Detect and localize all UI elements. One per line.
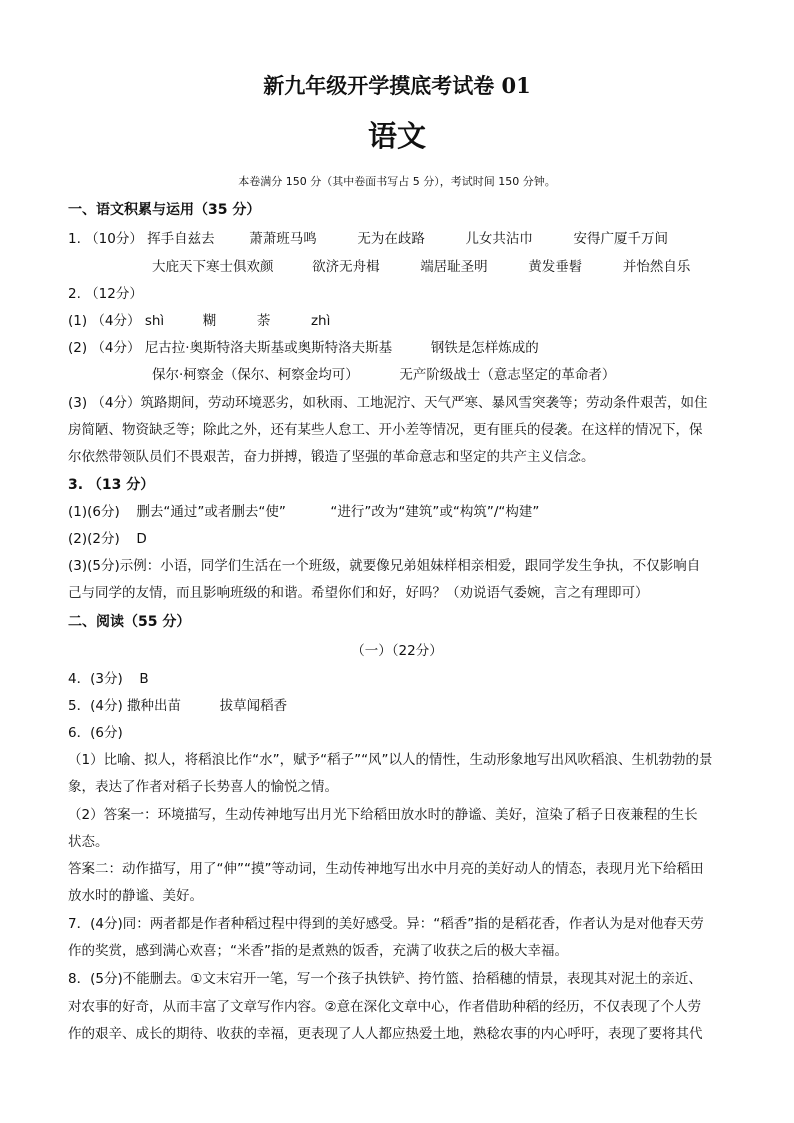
q6-line: 答案二：动作描写，用了“伸”“摸”等动词，生动传神地写出水中月亮的美好动人的情态，表现月光下给稻田: [68, 861, 704, 877]
q2-part1-answer: 糊: [202, 313, 217, 329]
q3-part3-line: 己与同学的友情，而且影响班级的和谐。希望你们和好，好吗？（劝说语气委婉，言之有理即可）: [68, 585, 649, 601]
q2-part1-answer: 荼: [256, 313, 271, 329]
q8-line: 作的艰辛、成长的期待、收获的幸福，更表现了人人都应热爱土地，熟稔农事的内心呼吁，表现了要将其代: [68, 1026, 703, 1042]
exam-note: 本卷满分 150 分（其中卷面书写占 5 分），考试时间 150 分钟。: [238, 175, 556, 188]
q5: [68, 696, 287, 716]
q2-part2-answer: 无产阶级战士（意志坚定的革命者）: [399, 367, 616, 383]
q1-answer: 无为在歧路: [357, 231, 425, 247]
q2-part2-line1: [68, 338, 539, 358]
q8-line: 8．(5分)不能删去。①文末宕开一笔，写一个孩子执铁铲、挎竹篮、拾稻穗的情景，表现其对泥土的亲近、: [68, 971, 702, 987]
q1-answer: 黄发垂髫: [528, 259, 583, 275]
q1-answer: 欲济无舟楫: [312, 259, 380, 275]
q1-answer: 安得广厦千万间: [573, 231, 669, 247]
q1-row2: [152, 257, 690, 277]
q1-label: 1. （10分）: [68, 231, 143, 247]
q2-part2-answer: 尼古拉·奥斯特洛夫斯基或奥斯特洛夫斯基: [144, 340, 393, 356]
q2-part1-answer: zhì: [310, 313, 331, 329]
q2-part3-line: (3) （4分）筑路期间，劳动环境恶劣，如秋雨、工地泥泞、天气严寒、暴风雪突袭等；劳动条件艰苦，如住: [68, 395, 708, 411]
q3-part1-answer: “进行”改为“建筑”或“构筑”/“构建”: [330, 504, 540, 520]
q4: [68, 669, 149, 689]
q5-label: 5．(4分): [68, 698, 123, 714]
q6-line: （1）比喻、拟人，将稻浪比作“水”，赋予“稻子”“风”以人的情性，生动形象地写出风吹稻浪、生机勃勃的景: [68, 752, 713, 768]
q1-answer: 大庇天下寒士俱欢颜: [152, 259, 274, 275]
reading-part-heading: （一）（22分）: [351, 643, 443, 659]
q2-part1-label: (1) （4分）: [68, 313, 141, 329]
q3-label: 3. （13 分）: [68, 477, 155, 493]
q2-part2-answer: 保尔·柯察金（保尔、柯察金均可）: [152, 367, 359, 383]
q5-answer: 撒种出苗: [127, 698, 182, 714]
q1-answer: 端居耻圣明: [420, 259, 488, 275]
q2-part3-line: 房简陋、物资缺乏等；除此之外，还有某些人怠工、开小差等情况，更有匪兵的侵袭。在这样的情况下，保: [68, 422, 703, 438]
q8-line: 对农事的好奇，从而丰富了文章写作内容。②意在深化文章中心，作者借助种稻的经历，不仅表现了个人劳: [68, 999, 702, 1015]
section1-heading: 一、语文积累与运用（35 分）: [68, 202, 261, 218]
q3-part2-answer: D: [136, 531, 147, 547]
q1-answer: 萧萧班马鸣: [249, 231, 317, 247]
q6-line: （2）答案一：环境描写，生动传神地写出月光下给稻田放水时的静谧、美好，渲染了稻子日夜兼程的生长: [68, 807, 698, 823]
q3-part3-line: (3)(5分)示例：小语，同学们生活在一个班级，就要像兄弟姐妹样相亲相爱，跟同学发生争执，不仅影响自: [68, 558, 701, 574]
q6-line: 放水时的静谧、美好。: [68, 888, 203, 904]
q1-answer: 儿女共沾巾: [465, 231, 533, 247]
q1-row1: [68, 229, 668, 249]
q5-answer: 拔草闻稻香: [219, 698, 288, 714]
q4-answer: B: [139, 671, 149, 687]
q3-part2: [68, 529, 147, 549]
q2-part2-line2: [152, 365, 615, 385]
q2-part1-answer: shì: [144, 313, 165, 329]
q3-part1-label: (1)(6分): [68, 504, 120, 520]
exam-title: 新九年级开学摸底考试卷 01: [263, 73, 531, 98]
q6-line: 象，表达了作者对稻子长势喜人的愉悦之情。: [68, 779, 338, 795]
q6-label: 6．(6分): [68, 725, 123, 741]
q2-part3-line: 尔依然带领队员们不畏艰苦，奋力拼搏，锻造了坚强的革命意志和坚定的共产主义信念。: [68, 449, 595, 465]
subject-title: 语文: [367, 119, 426, 153]
q7-line: 7．(4分)同：两者都是作者种稻过程中得到的美好感受。异：“稻香”指的是稻花香，作者认为是对他春天劳: [68, 916, 704, 932]
q6-line: 状态。: [68, 834, 109, 850]
q2-part2-answer: 钢铁是怎样炼成的: [430, 340, 539, 356]
q3-part1-answer: 删去“通过”或者删去“使”: [136, 504, 286, 520]
q1-answer: 并怡然自乐: [622, 259, 691, 275]
q2-part2-label: (2) （4分）: [68, 340, 141, 356]
q7-line: 作的奖赏，感到满心欢喜；“米香”指的是煮熟的饭香，充满了收获之后的极大幸福。: [68, 943, 568, 959]
section2-heading: 二、阅读（55 分）: [68, 614, 191, 630]
q1-answer: 挥手自兹去: [147, 231, 215, 247]
q3-part2-label: (2)(2分): [68, 531, 120, 547]
q2-label: 2. （12分）: [68, 286, 143, 302]
q2-part1: [68, 311, 330, 331]
q4-label: 4．(3分): [68, 671, 123, 687]
q3-part1: [68, 502, 539, 522]
